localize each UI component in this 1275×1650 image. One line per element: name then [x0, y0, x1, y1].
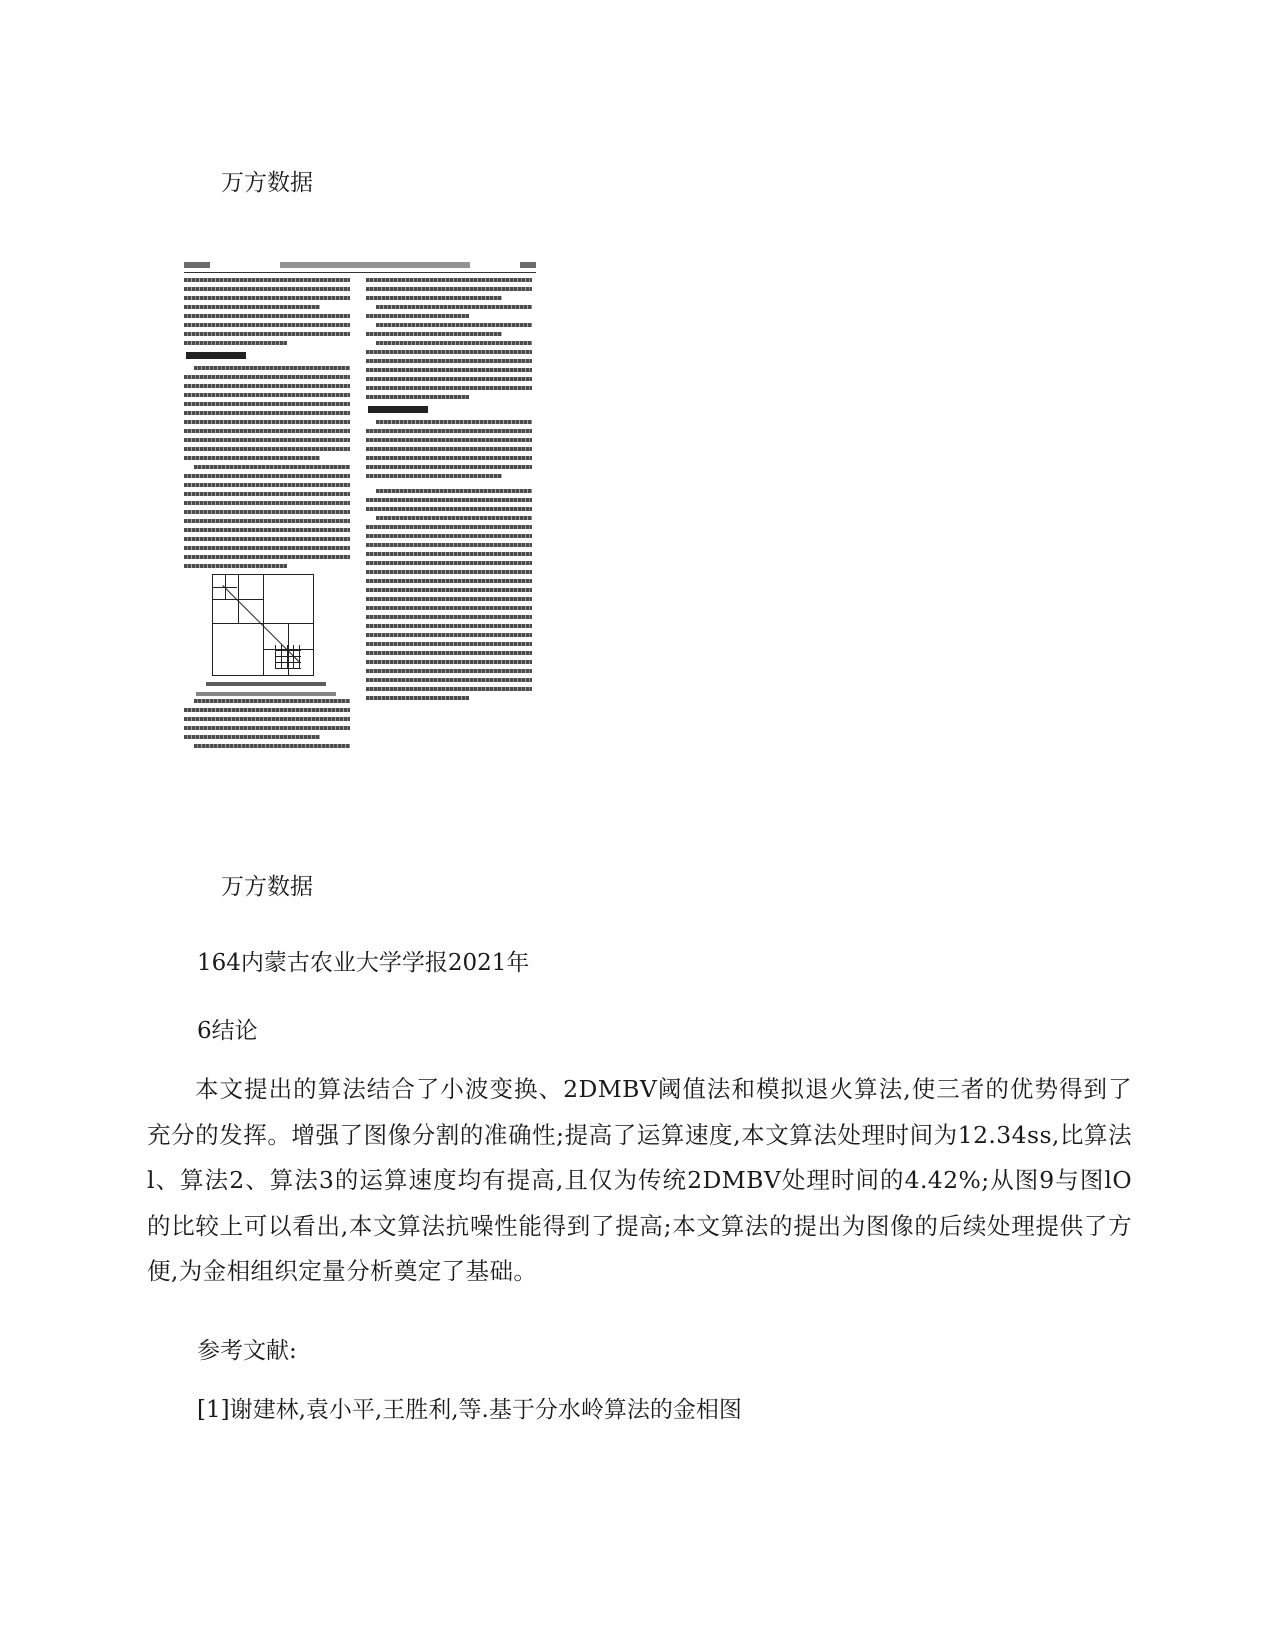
scan-left-column: [184, 278, 350, 753]
page-header: 164内蒙古农业大学学报2021年: [197, 950, 530, 976]
section-heading: 6结论: [197, 1018, 258, 1044]
conclusion-paragraph: 本文提出的算法结合了小波变换、2DMBV阈值法和模拟退火算法,使三者的优势得到了充分的发挥。增强了图像分割的准确性;提高了运算速度,本文算法处理时间为12.34ss,比算法l、算法2、算法3的运算速度均有提高,且仅为传统2DMBV处理时间的4.42%;从图9与图lO的比较上可以看出,本文算法抗噪性能得到了提高;本文算法的提出为图像的后续处理提供了方便,为金相组织定量分析奠定了基础。: [147, 1075, 1132, 1285]
watermark-top: 万方数据: [221, 170, 313, 196]
scan-right-column: [366, 278, 532, 705]
watermark-bottom: 万方数据: [221, 874, 313, 900]
reference-item: [1]谢建林,袁小平,王胜利,等.基于分水岭算法的金相图: [197, 1397, 742, 1423]
scan-header-rule: [184, 272, 536, 273]
references-heading: 参考文献:: [197, 1338, 297, 1364]
scan-running-header: [184, 262, 536, 270]
scan-quadtree-figure: [212, 574, 314, 676]
scanned-page-image: [176, 256, 546, 816]
